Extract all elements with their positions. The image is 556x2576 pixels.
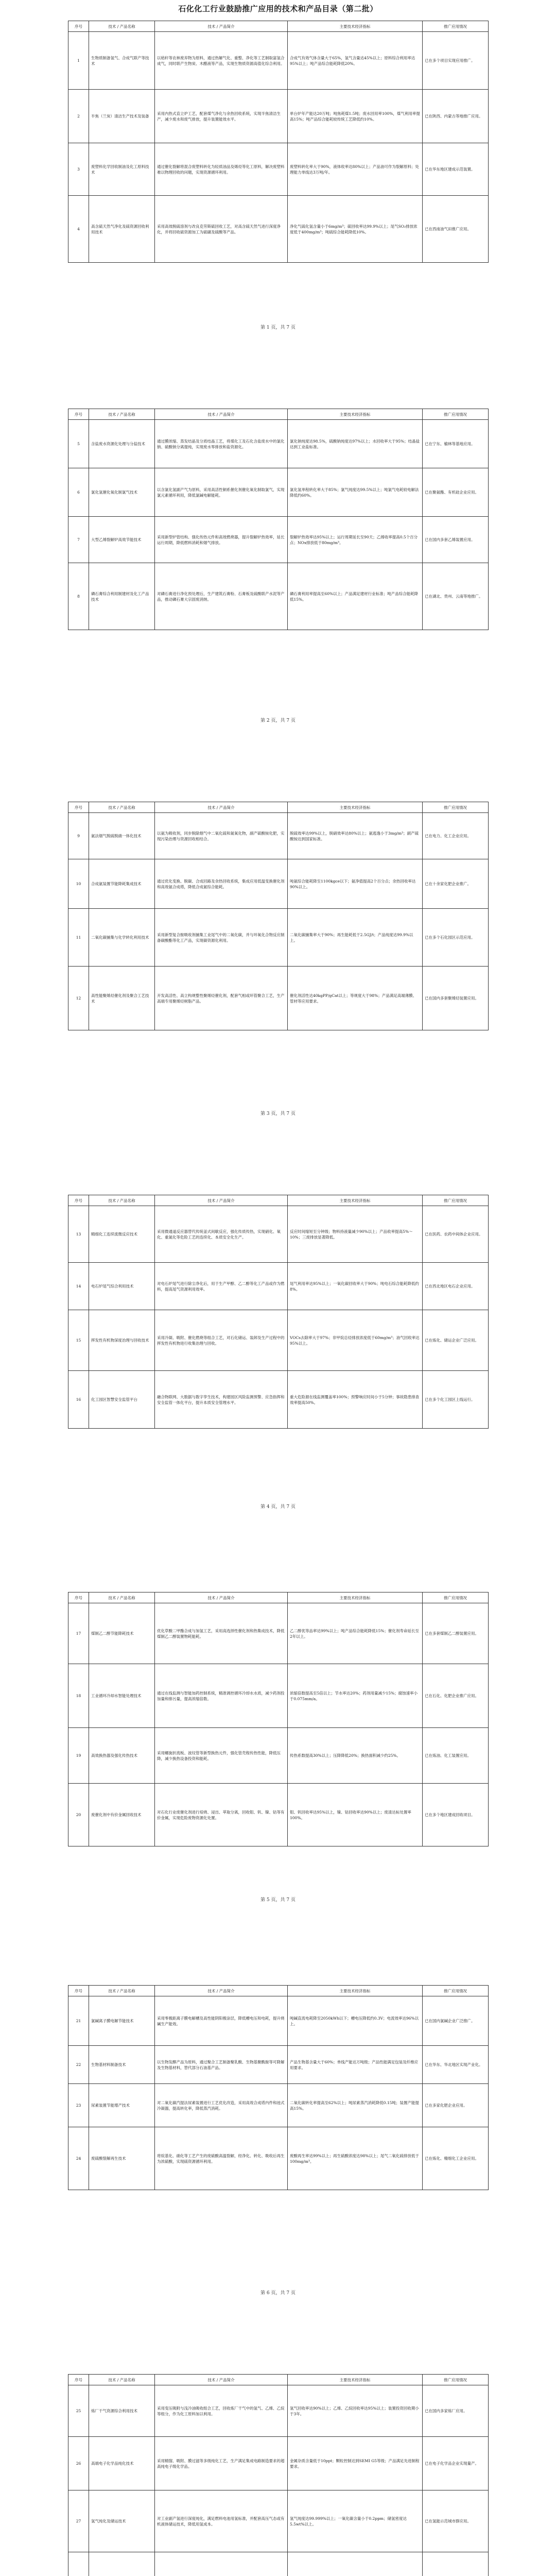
page-footer: 第 3 页，共 7 页 — [260, 1111, 296, 1116]
cell-number: 8 — [68, 563, 89, 630]
header-indicators: 主要技术经济指标 — [288, 802, 423, 813]
cell-description: 以生物发酵产品为原料，通过聚合工艺制备聚乳酸、生物基聚酰胺等可降解及生物基材料，替代部分石油基产品。 — [155, 2046, 288, 2084]
cell-description: 开发高活性、高立构规整性聚烯烃催化剂，配套气相或环管聚合工艺，生产高端专用聚烯烃树脂产品。 — [155, 967, 288, 1030]
table-header-row — [68, 21, 489, 32]
cell-tech-name: 氯碱离子膜电解节能技术 — [89, 1996, 155, 2046]
catalog-table — [68, 21, 489, 263]
table-row — [68, 1784, 489, 1846]
cell-tech-name: 高效换热器及强化传热技术 — [89, 1728, 155, 1784]
cell-tech-name: 精细化工连续流微反应技术 — [89, 1206, 155, 1263]
header-name: 技术 / 产品名称 — [89, 2375, 155, 2385]
cell-application: 已在电子化学品企业实现量产。 — [423, 2437, 489, 2490]
cell-number: 15 — [68, 1310, 89, 1371]
header-indicators: 主要技术经济指标 — [288, 1195, 423, 1206]
cell-tech-name: 化工园区智慧安全监管平台 — [89, 1371, 155, 1429]
cell-tech-name: 生物质制备氢气、合成气联产等技术 — [89, 32, 155, 90]
header-application: 推广应用情况 — [423, 1195, 489, 1206]
catalog-table — [68, 1985, 489, 2190]
table-header-row — [68, 1195, 489, 1206]
header-description: 技术 / 产品简介 — [155, 21, 288, 32]
header-description: 技术 / 产品简介 — [155, 802, 288, 813]
cell-application: 已在聚氨酯、有机硅企业应用。 — [423, 468, 489, 517]
cell-number: 1 — [68, 32, 89, 90]
cell-application: 已在陕西、内蒙古等地推广应用。 — [423, 90, 489, 143]
cell-number: 4 — [68, 196, 89, 263]
cell-application: 已在石化、化肥企业推广应用。 — [423, 1664, 489, 1728]
table-row — [68, 813, 489, 859]
cell-tech-name: 高性能聚烯烃催化剂及聚合工艺技术 — [89, 967, 155, 1030]
header-number: 序号 — [68, 2375, 89, 2385]
cell-tech-name: 半焦（兰炭）清洁生产技术及装备 — [89, 90, 155, 143]
page-sheet — [68, 786, 488, 1179]
header-indicators: 主要技术经济指标 — [288, 1592, 423, 1603]
cell-indicators — [288, 2552, 423, 2576]
header-name: 技术 / 产品名称 — [89, 21, 155, 32]
cell-description: 通过优化变换、脱碳、合成回路及余热回收系统，集成应用低温变换催化剂和高效氨合成塔，降低合成氨综合能耗。 — [155, 859, 288, 909]
cell-application: 已在炼化、储运企业广泛应用。 — [423, 1310, 489, 1371]
page-footer: 第 2 页，共 7 页 — [260, 718, 296, 723]
cell-description: 采用微通道反应器替代传统釜式间歇反应，强化传质传热，实现硝化、氧化、重氮化等危险工艺的连续化、本质安全化生产。 — [155, 1206, 288, 1263]
cell-application: 已在氢能示范城市群应用。 — [423, 2490, 489, 2552]
table-header-row — [68, 802, 489, 813]
cell-description: 以秸秆等农林废弃物为原料，通过热解气化、重整、净化等工艺制取富氢合成气，同时联产生物炭、木醋液等产品，实现生物质资源高值化综合利用。 — [155, 32, 288, 90]
table-row — [68, 859, 489, 909]
cell-indicators: 废酸再生率达99%以上；再生硫酸浓度达98%以上；尾气二氧化硫排放低于100mg/m³。 — [288, 2127, 423, 2190]
table-row — [68, 563, 489, 630]
cell-application: 已在西南油气田推广应用。 — [423, 196, 489, 263]
cell-number: 6 — [68, 468, 89, 517]
cell-description: 对工业副产氢进行深度纯化，满足燃料电池用氢标准，并配套高压气态或有机液体储运技术，降低用氢成本。 — [155, 2490, 288, 2552]
cell-description — [155, 2552, 288, 2576]
table-row — [68, 967, 489, 1030]
header-description: 技术 / 产品简介 — [155, 1592, 288, 1603]
cell-indicators: 氯化钠纯度达98.5%，硫酸钠纯度达97%以上；水回收率大于95%；结晶盐达到工业盐标准。 — [288, 420, 423, 468]
header-number: 序号 — [68, 1592, 89, 1603]
table-row — [68, 143, 489, 196]
cell-description: 采用内热式直立炉工艺，配套煤气净化与余热回收系统，实现半焦清洁生产，减少废水和废气排放，提升装置能效水平。 — [155, 90, 288, 143]
table-header-row — [68, 1986, 489, 1996]
header-indicators: 主要技术经济指标 — [288, 21, 423, 32]
table-row — [68, 420, 489, 468]
header-description: 技术 / 产品简介 — [155, 409, 288, 420]
page-sheet — [68, 0, 488, 393]
cell-description: 以含氯化氢副产气为原料，采用高活性铜系催化剂催化氧化制取氯气，实现氯元素循环利用，降低氯碱电解能耗。 — [155, 468, 288, 517]
cell-indicators: 重大危险源在线监测覆盖率100%；预警响应时间小于5分钟；事故隐患排查效率提高50%。 — [288, 1371, 423, 1429]
cell-application: 已在国内多套聚烯烃装置应用。 — [423, 967, 489, 1030]
header-description: 技术 / 产品简介 — [155, 1986, 288, 1996]
cell-indicators: 单台炉年产能达20万吨；吨焦耗煤1.5吨；废水回用率100%，煤气利用率提高15%；吨产品综合能耗较传统工艺降低约10%。 — [288, 90, 423, 143]
page-footer: 第 6 页，共 7 页 — [260, 2291, 296, 2296]
header-application: 推广应用情况 — [423, 802, 489, 813]
cell-description: 通过催化裂解将混合废塑料转化为轻质油品及烯烃等化工原料，解决废塑料难以物理回收的问题，实现资源循环利用。 — [155, 143, 288, 196]
header-indicators: 主要技术经济指标 — [288, 1986, 423, 1996]
cell-description: 采用螺旋折流板、波纹管等新型换热元件，强化管壳程传热性能，降低压降，减少换热设备投资和能耗。 — [155, 1728, 288, 1784]
table-row — [68, 2127, 489, 2190]
cell-application: 已在多家化肥企业应用。 — [423, 2084, 489, 2127]
catalog-table — [68, 1195, 489, 1429]
cell-number: 21 — [68, 1996, 89, 2046]
cell-number: 11 — [68, 909, 89, 967]
header-number: 序号 — [68, 802, 89, 813]
cell-number: 3 — [68, 143, 89, 196]
catalog-table — [68, 1592, 489, 1846]
page-sheet — [68, 2359, 488, 2576]
table-row — [68, 517, 489, 563]
table-row — [68, 1996, 489, 2046]
header-number: 序号 — [68, 1986, 89, 1996]
table-row — [68, 196, 489, 263]
cell-description: 融合物联网、大数据与数字孪生技术，构建园区风险监测预警、应急指挥和安全监管一体化平台，提升本质安全管理水平。 — [155, 1371, 288, 1429]
cell-description: 采用精馏、吸附、膜过滤等多级纯化工艺，生产满足集成电路制造要求的超高纯电子级化学品。 — [155, 2437, 288, 2490]
header-description: 技术 / 产品简介 — [155, 2375, 288, 2385]
cell-application: 已在湖北、贵州、云南等地推广。 — [423, 563, 489, 630]
table-row — [68, 2437, 489, 2490]
cell-description: 对二氧化碳汽提法尿素装置进行工艺优化改造，采用高效合成塔内件和池式冷凝器，提高转化率，降低蒸汽消耗。 — [155, 2084, 288, 2127]
document-page — [0, 786, 556, 1179]
table-header-row — [68, 409, 489, 420]
cell-application: 已在华东地区建成示范装置。 — [423, 143, 489, 196]
cell-indicators: 脱硫效率达99%以上，脱硝效率达80%以上；氨逃逸小于3mg/m³；副产硫酸铵达到国家标准。 — [288, 813, 423, 859]
cell-number: 13 — [68, 1206, 89, 1263]
cell-tech-name: 大型乙烯裂解炉高效节能技术 — [89, 517, 155, 563]
cell-indicators: 反应时间缩短至分钟级；物料持液量减少90%以上；产品收率提高5%～10%；三废排放显著降低。 — [288, 1206, 423, 1263]
cell-number: 25 — [68, 2385, 89, 2437]
cell-tech-name: 高端电子化学品纯化技术 — [89, 2437, 155, 2490]
cell-indicators: VOCs去除率大于97%；非甲烷总烃排放浓度低于60mg/m³；油气回收率达95%以上。 — [288, 1310, 423, 1371]
cell-application: 已在炼油、化工装置应用。 — [423, 1728, 489, 1784]
cell-indicators: 二氧化碳捕集率大于90%；再生能耗低于2.5GJ/t；产品纯度达99.9%以上。 — [288, 909, 423, 967]
cell-description: 对磷石膏进行净化预处理后，生产建筑石膏粉、石膏板及硫酸联产水泥等产品，推动磷石膏大宗固废消纳。 — [155, 563, 288, 630]
cell-number: 18 — [68, 1664, 89, 1728]
cell-application: 已在国内氯碱企业广泛推广。 — [423, 1996, 489, 2046]
page-sheet — [68, 393, 488, 786]
cell-tech-name: 磷石膏综合利用制建材及化工产品技术 — [89, 563, 155, 630]
header-application: 推广应用情况 — [423, 21, 489, 32]
cell-number: 24 — [68, 2127, 89, 2190]
cell-tech-name: 废硫酸裂解再生技术 — [89, 2127, 155, 2190]
header-name: 技术 / 产品名称 — [89, 1592, 155, 1603]
cell-number: 19 — [68, 1728, 89, 1784]
table-header-row — [68, 1592, 489, 1603]
cell-description: 将烷基化、硝化等工艺产生的废硫酸高温裂解，经净化、转化、吸收后再生为浓硫酸，实现硫资源循环利用。 — [155, 2127, 288, 2190]
page-sheet — [68, 1572, 488, 1965]
cell-tech-name: 煤制乙二醇节能降耗技术 — [89, 1603, 155, 1664]
cell-tech-name: 电石炉尾气综合利用技术 — [89, 1263, 155, 1310]
catalog-table — [68, 802, 489, 1030]
cell-number: 22 — [68, 2046, 89, 2084]
cell-description: 通过膜浓缩、蒸发结晶及分质结晶工艺，将煤化工及石化含盐废水中的氯化钠、硫酸钠分离提纯，实现废水零排放和盐资源化。 — [155, 420, 288, 468]
cell-tech-name: 生物基材料制备技术 — [89, 2046, 155, 2084]
table-row — [68, 90, 489, 143]
cell-tech-name: 废塑料化学回收制油及化工原料技术 — [89, 143, 155, 196]
table-row — [68, 1371, 489, 1429]
cell-number: 10 — [68, 859, 89, 909]
cell-description: 对电石炉尾气进行除尘净化后，用于生产甲醇、乙二醇等化工产品或作为燃料，提高尾气资源利用效率。 — [155, 1263, 288, 1310]
header-application: 推广应用情况 — [423, 1592, 489, 1603]
header-name: 技术 / 产品名称 — [89, 802, 155, 813]
cell-tech-name: 氯化氢催化氧化制氯气技术 — [89, 468, 155, 517]
cell-application: 已在国内多家炼厂应用。 — [423, 2385, 489, 2437]
cell-application: 已在华东、华北地区实现产业化。 — [423, 2046, 489, 2084]
cell-description: 采用零极距离子膜电解槽及高性能阴阳极涂层，降低槽电压和电耗，提升烧碱生产能效。 — [155, 1996, 288, 2046]
cell-application: 已在国内多套乙烯装置应用。 — [423, 517, 489, 563]
table-row — [68, 2552, 489, 2576]
header-application: 推广应用情况 — [423, 2375, 489, 2385]
header-number: 序号 — [68, 409, 89, 420]
cell-number: 5 — [68, 420, 89, 468]
header-indicators: 主要技术经济指标 — [288, 409, 423, 420]
document-page — [0, 393, 556, 786]
header-application: 推广应用情况 — [423, 409, 489, 420]
catalog-table — [68, 409, 489, 630]
cell-number: 27 — [68, 2490, 89, 2552]
cell-application: 已在多个地区建成回收项目。 — [423, 1784, 489, 1846]
cell-indicators: 吨氨综合能耗降至1100kgce以下；氨净值提高2个百分点；余热回收率达90%以上。 — [288, 859, 423, 909]
cell-indicators: 氢气回收率达90%以上；乙烯、乙烷回收率达95%以上；装置投资回收期小于3年。 — [288, 2385, 423, 2437]
cell-number: 23 — [68, 2084, 89, 2127]
table-row — [68, 32, 489, 90]
page-sheet — [68, 1179, 488, 1572]
cell-indicators: 吨碱直流电耗降至2050kWh以下；槽电压降低约0.3V；电流效率达96%以上。 — [288, 1996, 423, 2046]
cell-application: 已在多个石化园区示范应用。 — [423, 909, 489, 967]
header-name: 技术 / 产品名称 — [89, 1195, 155, 1206]
table-row — [68, 1310, 489, 1371]
header-application: 推广应用情况 — [423, 1986, 489, 1996]
cell-indicators: 二氧化碳转化率提高至62%以上；吨尿素蒸汽消耗降低0.15吨；装置产能提高15%。 — [288, 2084, 423, 2127]
table-row — [68, 909, 489, 967]
cell-indicators: 浓缩倍数提高至5倍以上；节水率达20%；药剂用量减少15%；腐蚀速率小于0.075mm/a。 — [288, 1664, 423, 1728]
document-title: 石化化工行业鼓励推广应用的技术和产品目录（第二批） — [178, 4, 378, 13]
table-row — [68, 1603, 489, 1664]
catalog-table — [68, 2374, 489, 2576]
cell-application: 已在多个化工园区上线运行。 — [423, 1371, 489, 1429]
cell-description: 以氨为吸收剂，同步脱除烟气中二氧化硫和氮氧化物，副产硫酸铵化肥，实现污染治理与资源回收相结合。 — [155, 813, 288, 859]
header-indicators: 主要技术经济指标 — [288, 2375, 423, 2385]
cell-description: 采用冷凝、吸附、催化燃烧等组合工艺，对石化储运、装卸及生产过程中的挥发性有机物进行收集治理与回收。 — [155, 1310, 288, 1371]
cell-tech-name: 尿素装置节能增产技术 — [89, 2084, 155, 2127]
table-row — [68, 1206, 489, 1263]
table-row — [68, 2046, 489, 2084]
cell-indicators: 尾气利用率达95%以上；一氧化碳回收率大于90%；吨电石综合能耗降低约8%。 — [288, 1263, 423, 1310]
cell-number: 20 — [68, 1784, 89, 1846]
cell-number: 14 — [68, 1263, 89, 1310]
cell-tech-name: 含盐废水资源化处理与分盐技术 — [89, 420, 155, 468]
cell-description: 采用高效脱硫溶剂与改良克劳斯硫回收工艺，对高含硫天然气进行深度净化，并将回收硫资源加工为硫磺及硫酸等产品。 — [155, 196, 288, 263]
cell-indicators: 裂解炉热效率达95%以上；运行周期延长至90天；乙烯收率提高0.5个百分点；NOx排放低于80mg/m³。 — [288, 517, 423, 563]
cell-indicators: 金属杂质含量低于10ppt；颗粒控制达到SEMI G5等级；产品满足先进制程要求。 — [288, 2437, 423, 2490]
header-number: 序号 — [68, 21, 89, 32]
cell-tech-name: 氨法烟气脱硫脱硝一体化技术 — [89, 813, 155, 859]
table-row — [68, 2385, 489, 2437]
header-number: 序号 — [68, 1195, 89, 1206]
cell-description: 采用变压吸附与浅冷油吸收组合工艺，回收炼厂干气中的氢气、乙烯、乙烷等组分，作为化工原料加以利用。 — [155, 2385, 288, 2437]
header-name: 技术 / 产品名称 — [89, 1986, 155, 1996]
document-page — [0, 1572, 556, 1965]
cell-tech-name: 炼厂干气资源综合利用技术 — [89, 2385, 155, 2437]
cell-indicators: 催化剂活性达40kgPP/gCat以上；等规度大于98%；产品满足高端薄膜、管材等应用要求。 — [288, 967, 423, 1030]
table-row — [68, 1263, 489, 1310]
cell-tech-name: 氢气纯化及储运技术 — [89, 2490, 155, 2552]
cell-number: 2 — [68, 90, 89, 143]
cell-number: 26 — [68, 2437, 89, 2490]
cell-indicators: 乙二醇优等品率达99%以上；吨产品综合能耗降低15%；催化剂寿命延长至2年以上。 — [288, 1603, 423, 1664]
cell-tech-name: 二氧化碳捕集与化学转化利用技术 — [89, 909, 155, 967]
cell-application — [423, 2552, 489, 2576]
cell-indicators: 钼、钒回收率达95%以上，镍、钴回收率达90%以上；废渣达标处置率100%。 — [288, 1784, 423, 1846]
cell-description: 通过在线监测与智能加药控制系统，精准调控循环冷却水水质，减少药剂投加量和排污量，提高浓缩倍数。 — [155, 1664, 288, 1728]
cell-application: 已在十余家化肥企业推广。 — [423, 859, 489, 909]
table-row — [68, 1664, 489, 1728]
document-page — [0, 1965, 556, 2359]
cell-description: 采用新型复合胺吸收剂捕集工业尾气中的二氧化碳，并与环氧化合物反应制备碳酸酯等化工产品，实现碳资源化利用。 — [155, 909, 288, 967]
page-footer: 第 4 页，共 7 页 — [260, 1504, 296, 1510]
cell-description: 对石化行业废催化剂进行焙烧、浸出、萃取分离，回收钼、钒、镍、钴等有价金属，实现危险废物资源化处置。 — [155, 1784, 288, 1846]
table-row — [68, 1728, 489, 1784]
cell-indicators: 氢气纯度达99.999%以上；一氧化碳含量小于0.2ppm；储氢密度达5.5wt%以上。 — [288, 2490, 423, 2552]
document-page — [0, 1179, 556, 1572]
table-row — [68, 468, 489, 517]
header-name: 技术 / 产品名称 — [89, 409, 155, 420]
table-row — [68, 2084, 489, 2127]
page-footer: 第 1 页，共 7 页 — [260, 325, 296, 330]
cell-application: 已在宁东、榆林等基地应用。 — [423, 420, 489, 468]
cell-description: 优化草酸二甲酯合成与加氢工艺，采用高选择性催化剂和热集成技术，降低煤制乙二醇装置物耗能耗。 — [155, 1603, 288, 1664]
cell-indicators: 产品生物基含量大于60%；单线产能达万吨级；产品性能满足包装及纤维应用要求。 — [288, 2046, 423, 2084]
document-page — [0, 2359, 556, 2576]
table-header-row — [68, 2375, 489, 2385]
cell-number: 7 — [68, 517, 89, 563]
document-page — [0, 0, 556, 393]
cell-indicators: 废塑料转化率大于90%，液体收率达80%以上；产品油可作为裂解原料；处理能力单线达3万吨/年。 — [288, 143, 423, 196]
cell-number: 9 — [68, 813, 89, 859]
table-row — [68, 2490, 489, 2552]
cell-tech-name: 废催化剂中有价金属回收技术 — [89, 1784, 155, 1846]
cell-tech-name: 合成氨装置节能降耗集成技术 — [89, 859, 155, 909]
cell-tech-name: 高含硫天然气净化及硫资源回收利用技术 — [89, 196, 155, 263]
cell-number: 17 — [68, 1603, 89, 1664]
cell-number: 12 — [68, 967, 89, 1030]
cell-application: 已在炼化、精细化工企业应用。 — [423, 2127, 489, 2190]
cell-tech-name — [89, 2552, 155, 2576]
cell-tech-name: 工业循环冷却水智能处理技术 — [89, 1664, 155, 1728]
cell-application: 已在西北地区电石企业应用。 — [423, 1263, 489, 1310]
cell-description: 采用新型炉管结构、强化传热元件和高效燃烧器，提升裂解炉热效率，延长运行周期，降低燃料消耗和烟气排放。 — [155, 517, 288, 563]
cell-indicators: 磷石膏利用率提高至60%以上；产品满足建材行业标准；吨产品综合能耗降低15%。 — [288, 563, 423, 630]
page-sheet — [68, 1965, 488, 2359]
cell-application: 已在医药、农药中间体企业应用。 — [423, 1206, 489, 1263]
page-footer: 第 5 页，共 7 页 — [260, 1897, 296, 1903]
cell-indicators: 合成气有效气体含量大于65%，氢气含量达45%以上；原料综合利用率达95%以上；吨产品综合能耗降低20%。 — [288, 32, 423, 90]
header-description: 技术 / 产品简介 — [155, 1195, 288, 1206]
cell-application: 已在多个项目实现应用推广。 — [423, 32, 489, 90]
cell-application: 已在电力、化工企业应用。 — [423, 813, 489, 859]
cell-number — [68, 2552, 89, 2576]
cell-indicators: 净化气硫化氢含量小于6mg/m³；硫回收率达99.9%以上；尾气SO₂排放浓度低于400mg/m³；吨硫综合能耗降低10%。 — [288, 196, 423, 263]
cell-indicators: 氯化氢单程转化率大于85%；氯气纯度达99.5%以上；吨氯气电耗较电解法降低约60%。 — [288, 468, 423, 517]
cell-tech-name: 挥发性有机物深度治理与回收技术 — [89, 1310, 155, 1371]
cell-application: 已在多套煤制乙二醇装置应用。 — [423, 1603, 489, 1664]
cell-number: 16 — [68, 1371, 89, 1429]
cell-indicators: 传热系数提高30%以上；压降降低20%；换热面积减少约25%。 — [288, 1728, 423, 1784]
